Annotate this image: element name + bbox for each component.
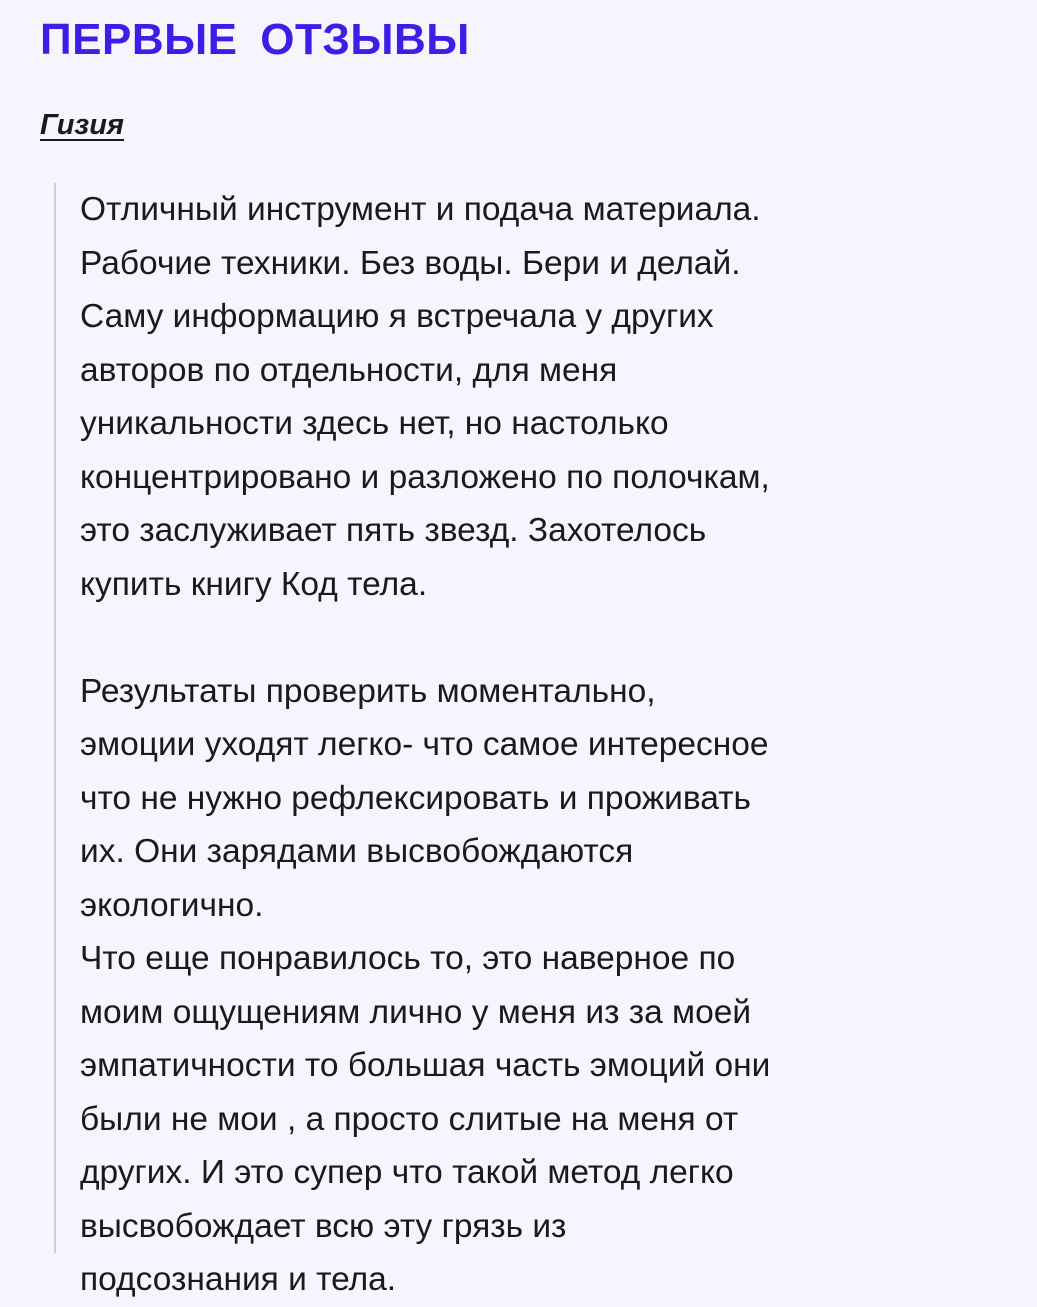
review-line: купить книгу Код тела.: [80, 565, 428, 603]
review-line: Рабочие техники. Без воды. Бери и делай.: [80, 244, 741, 282]
review-paragraph-1: [80, 183, 1004, 611]
review-line: были не мои , а просто слитые на меня от: [80, 1100, 739, 1138]
review-line: уникальности здесь нет, но настолько: [80, 405, 669, 442]
review-line: это заслуживает пять звезд. Захотелось: [80, 512, 707, 549]
review-line: что не нужно рефлексировать и проживать: [80, 779, 751, 817]
review-line: Результаты проверить моментально,: [80, 672, 656, 710]
review-line: подсознания и тела.: [80, 1261, 397, 1298]
review-line: высвобождает всю эту грязь из: [80, 1207, 567, 1245]
review-line: эмпатичности то большая часть эмоций они: [80, 1047, 771, 1084]
review-line: Отличный инструмент и подача материала.: [80, 191, 761, 228]
review-line: моим ощущениям лично у меня из за моей: [80, 993, 752, 1031]
review-line: Саму информацию я встречала у других: [80, 298, 714, 335]
review-line: эмоции уходят легко- что самое интересное: [80, 726, 769, 763]
review-line: их. Они зарядами высвобождаются: [80, 833, 634, 870]
review-line: авторов по отдельности, для меня: [80, 351, 618, 389]
review-line: других. И это супер что такой метод легко: [80, 1154, 734, 1191]
review-line: экологично.: [80, 886, 264, 924]
review-paragraph-2: [80, 665, 1004, 1307]
review-quote: [54, 183, 1004, 1298]
review-line: Что еще понравилось то, это наверное по: [80, 940, 736, 977]
review-author: Гизия: [40, 109, 124, 141]
paragraph-spacer: [80, 611, 1004, 665]
page-title: ПЕРВЫЕ ОТЗЫВЫ: [40, 15, 470, 64]
review-line: концентрировано и разложено по полочкам,: [80, 458, 770, 496]
